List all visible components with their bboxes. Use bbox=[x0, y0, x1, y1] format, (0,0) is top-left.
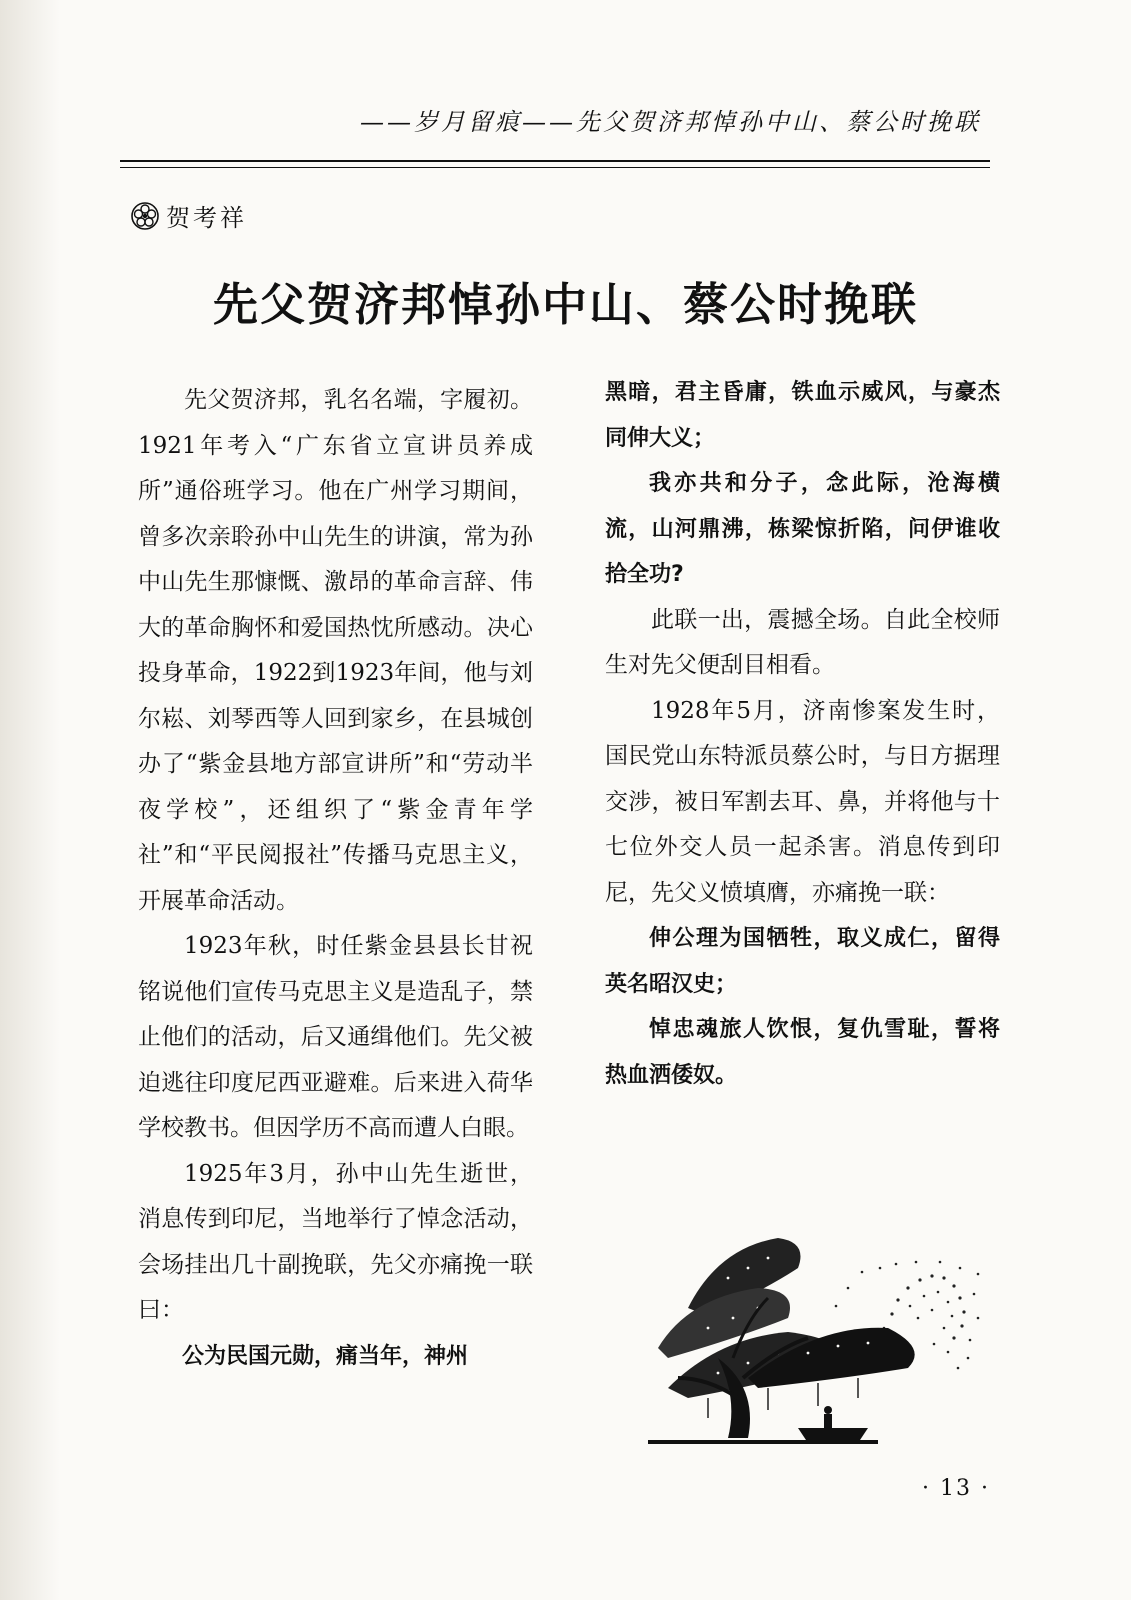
couplet-line: 黑暗，君主昏庸，铁血示威风，与豪杰同伸大义； bbox=[605, 380, 1000, 451]
left-column bbox=[138, 378, 533, 1379]
page-number: · 13 · bbox=[922, 1476, 990, 1501]
couplet-line: 伸公理为国牺牲，取义成仁，留得英名昭汉史； bbox=[605, 926, 1000, 997]
article-title: 先父贺济邦悼孙中山、蔡公时挽联 bbox=[212, 278, 918, 331]
header-rule bbox=[120, 160, 990, 162]
paragraph: 1928年5月，济南惨案发生时，国民党山东特派员蔡公时，与日方据理交涉，被日军割去耳、鼻，并将他与十七位外交人员一起杀害。消息传到印尼，先父义愤填膺，亦痛挽一联： bbox=[605, 697, 1000, 906]
author-name: 贺考祥 bbox=[166, 204, 247, 232]
pine-sun-illustration bbox=[648, 1228, 988, 1448]
couplet-line: 我亦共和分子，念此际，沧海横流，山河鼎沸，栋梁惊折陷，问伊谁收拾全功? bbox=[605, 471, 1000, 587]
paragraph: 1923年秋，时任紫金县县长甘祝铭说他们宣传马克思主义是造乱子，禁止他们的活动，后又通缉他们。先父被迫逃往印度尼西亚避难。后来进入荷华学校教书。但因学历不高而遭人白眼。 bbox=[138, 933, 533, 1141]
couplet-line: 公为民国元勋，痛当年，神州 bbox=[182, 1343, 469, 1369]
couplet-line: 悼忠魂旅人饮恨，复仇雪耻，誓将热血洒倭奴。 bbox=[605, 1017, 1000, 1088]
paragraph: 1925年3月，孙中山先生逝世，消息传到印尼，当地举行了悼念活动，会场挂出几十副挽联，先父亦痛挽一联曰： bbox=[138, 1160, 533, 1323]
right-column bbox=[605, 370, 1000, 1098]
paragraph: 此联一出，震撼全场。自此全校师生对先父便刮目相看。 bbox=[605, 606, 1000, 678]
running-header: ——岁月留痕——先父贺济邦悼孙中山、蔡公时挽联 bbox=[360, 108, 981, 136]
flower-icon bbox=[130, 201, 160, 231]
paragraph: 先父贺济邦，乳名名端，字履初。1921年考入“广东省立宣讲员养成所”通俗班学习。他在广州学习期间，曾多次亲聆孙中山先生的讲演，常为孙中山先生那慷慨、激昂的革命言辞、伟大的革命胸怀和爱国热忱所感动。决心投身革命，1922到1923年间，他与刘尔崧、刘琴西等人回到家乡，在县城创办了“紫金县地方部宣讲所”和“劳动半夜学校”，还组织了“紫金青年学社”和“平民阅报社”传播马克思主义，开展革命活动。 bbox=[138, 387, 533, 914]
header-rule-thin bbox=[120, 167, 990, 168]
author-line bbox=[130, 198, 247, 233]
scan-edge-shadow bbox=[0, 0, 60, 1600]
